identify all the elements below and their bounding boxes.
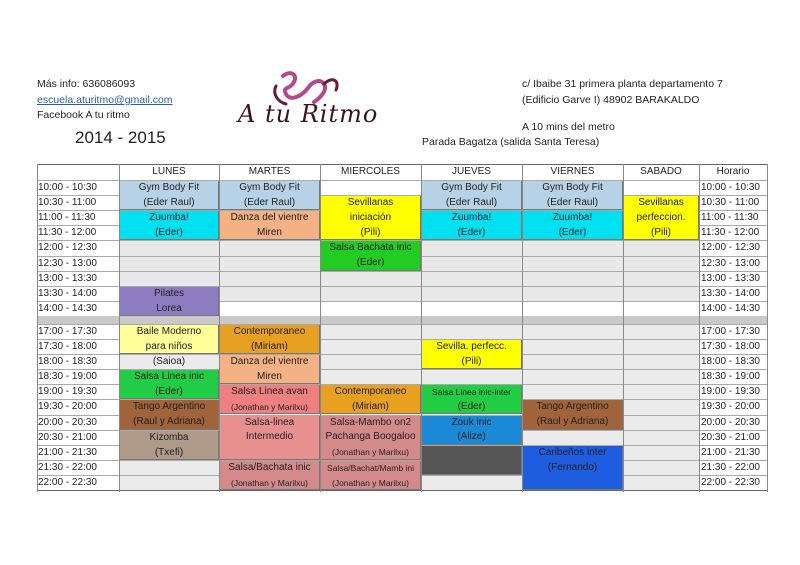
address-line4: Parada Bagatza (salida Santa Teresa) bbox=[422, 136, 600, 148]
class-line: (Saioa) bbox=[152, 355, 186, 367]
time-label-left: 17:30 - 18:00 bbox=[38, 341, 97, 352]
class-line: Sevillanas bbox=[638, 197, 684, 209]
lunch-break-bar bbox=[37, 316, 767, 324]
time-label-left: 18:00 - 18:30 bbox=[38, 356, 97, 368]
class-line: Danza del vientre bbox=[230, 212, 309, 224]
class-line: Sevillanas bbox=[347, 197, 394, 209]
class-line: Zuumba! bbox=[451, 212, 492, 224]
time-label-right: 11:30 - 12:00 bbox=[701, 227, 760, 239]
address-line2: (Edificio Garve I) 48902 BARAKALDO bbox=[522, 94, 700, 106]
class-line: (Eder Raul) bbox=[143, 196, 195, 208]
time-label-left: 21:30 - 22:00 bbox=[38, 461, 97, 473]
class-line: (Eder) bbox=[155, 386, 183, 398]
time-label-right: 12:30 - 13:00 bbox=[701, 257, 760, 269]
time-label-right: 11:00 - 11:30 bbox=[701, 212, 759, 224]
class-line: Zuumba! bbox=[149, 212, 189, 224]
logo-text: A tu Ritmo bbox=[238, 100, 379, 128]
time-label-left: 14:00 - 14:30 bbox=[38, 302, 97, 314]
class-line: Gym Body Fit bbox=[441, 182, 502, 193]
class-line: para niños bbox=[145, 340, 193, 352]
class-line: (Txefi) bbox=[154, 446, 184, 458]
class-line: (Eder) bbox=[457, 401, 486, 413]
time-label-right: 10:30 - 11:00 bbox=[701, 197, 760, 209]
time-label-left: 10:30 - 11:00 bbox=[38, 197, 97, 209]
time-label-left: 10:00 - 10:30 bbox=[38, 182, 97, 193]
time-label-left: 11:00 - 11:30 bbox=[38, 212, 96, 224]
class-line: Zuumba! bbox=[552, 212, 593, 224]
class-block[interactable] bbox=[220, 461, 320, 490]
day-header-5: SABADO bbox=[640, 166, 682, 177]
class-block[interactable] bbox=[523, 211, 623, 240]
class-line: (Eder) bbox=[558, 227, 587, 239]
class-line: (Raul y Adriana) bbox=[536, 416, 609, 428]
time-label-left: 19:00 - 19:30 bbox=[38, 386, 97, 398]
day-header-3: JUEVES bbox=[452, 166, 491, 177]
time-label-right: 17:30 - 18:00 bbox=[701, 341, 760, 352]
class-line: Salsa-Mambo on2 bbox=[329, 416, 412, 428]
class-line: (Jonathan y Marilxu) bbox=[230, 402, 308, 413]
class-line: (Eder) bbox=[155, 227, 183, 239]
class-line: Miren bbox=[256, 371, 282, 382]
time-label-left: 11:30 - 12:00 bbox=[38, 227, 97, 239]
time-label-left: 12:30 - 13:00 bbox=[38, 257, 97, 269]
class-line: Danza del vientre bbox=[230, 356, 309, 368]
class-block[interactable] bbox=[422, 181, 522, 210]
class-block[interactable] bbox=[220, 355, 320, 384]
time-label-left: 20:30 - 21:00 bbox=[38, 431, 97, 443]
class-line: Salsa Linea inic bbox=[133, 371, 205, 383]
time-label-right: 20:00 - 20:30 bbox=[701, 416, 760, 428]
class-line: (Pili) bbox=[651, 226, 671, 238]
time-label-right: 14:00 - 14:30 bbox=[701, 302, 760, 314]
column-line bbox=[767, 164, 768, 492]
class-line: (Pili) bbox=[360, 226, 381, 238]
class-block[interactable] bbox=[220, 181, 320, 210]
class-block[interactable] bbox=[120, 400, 219, 429]
class-block[interactable] bbox=[422, 340, 522, 369]
class-line: (Eder Raul) bbox=[243, 196, 296, 208]
class-line: Salsa Linea inic-inter bbox=[432, 387, 511, 398]
class-block[interactable] bbox=[120, 370, 219, 399]
class-line: Sevilla. perfecc. bbox=[436, 341, 507, 352]
class-line: Salsa Bachata inic bbox=[329, 242, 412, 254]
class-line: Gym Body Fit bbox=[138, 182, 200, 193]
class-line: Pachanga Boogaloo bbox=[325, 431, 416, 443]
class-line: iniciación bbox=[349, 212, 392, 223]
class-line: Salsa-linea bbox=[244, 416, 295, 428]
class-line: (Alize) bbox=[457, 431, 486, 443]
class-line: (Eder Raul) bbox=[546, 196, 599, 208]
class-line: Contemporaneo bbox=[334, 386, 407, 398]
day-header-1: MARTES bbox=[248, 166, 291, 177]
time-label-left: 12:00 - 12:30 bbox=[38, 242, 97, 254]
school-year: 2014 - 2015 bbox=[75, 128, 166, 147]
contact-email[interactable]: escuela.aturitmo@gmail.com bbox=[37, 94, 173, 106]
class-block[interactable] bbox=[422, 385, 522, 414]
time-label-right: 20:30 - 21:00 bbox=[701, 431, 760, 443]
class-line: (Jonathan y Marilxu) bbox=[331, 477, 409, 488]
class-line: (Miriam) bbox=[352, 401, 389, 413]
class-block[interactable] bbox=[321, 416, 421, 460]
class-line: Zouk inic bbox=[451, 416, 492, 428]
class-line: (Fernando) bbox=[547, 461, 598, 473]
class-block[interactable] bbox=[321, 241, 421, 270]
time-label-left: 17:00 - 17:30 bbox=[38, 325, 97, 337]
class-block[interactable] bbox=[321, 196, 421, 240]
time-label-right: 13:30 - 14:00 bbox=[701, 287, 760, 299]
class-block[interactable] bbox=[120, 287, 219, 316]
class-block[interactable] bbox=[321, 385, 421, 414]
day-header-0: LUNES bbox=[152, 166, 186, 177]
class-block[interactable] bbox=[422, 211, 522, 240]
class-block[interactable] bbox=[523, 181, 623, 210]
time-label-left: 18:30 - 19:00 bbox=[38, 371, 97, 383]
class-line: Tango Argentino bbox=[536, 401, 609, 413]
class-line: Gym Body Fit bbox=[239, 182, 300, 193]
time-label-right: 18:30 - 19:00 bbox=[701, 371, 760, 383]
class-line: Contemporaneo bbox=[233, 325, 306, 337]
class-line: (Jonathan y Marilxu) bbox=[331, 447, 409, 458]
time-label-left: 13:00 - 13:30 bbox=[38, 272, 97, 284]
horario-header: Horario bbox=[716, 166, 750, 177]
class-block[interactable] bbox=[624, 196, 699, 240]
time-label-left: 19:30 - 20:00 bbox=[38, 401, 97, 413]
address-line3: A 10 mins del metro bbox=[522, 121, 615, 133]
class-line: Gym Body Fit bbox=[542, 182, 603, 193]
time-label-right: 19:00 - 19:30 bbox=[701, 386, 760, 398]
time-label-right: 18:00 - 18:30 bbox=[701, 356, 760, 368]
time-label-right: 17:00 - 17:30 bbox=[701, 325, 760, 337]
time-label-left: 21:00 - 21:30 bbox=[38, 446, 97, 458]
class-block[interactable] bbox=[220, 211, 320, 240]
class-line: Pilates bbox=[153, 287, 184, 299]
class-line: perfeccion. bbox=[636, 212, 686, 223]
class-block[interactable] bbox=[220, 325, 320, 354]
class-block[interactable] bbox=[120, 181, 219, 210]
class-line: Lorea bbox=[156, 302, 182, 314]
class-line: (Jonathan y Marilxu) bbox=[230, 477, 308, 488]
time-label-left: 22:00 - 22:30 bbox=[38, 476, 97, 488]
class-block[interactable] bbox=[120, 325, 219, 367]
class-block[interactable] bbox=[120, 431, 219, 460]
class-block[interactable] bbox=[220, 416, 320, 460]
class-line: (Eder Raul) bbox=[445, 196, 498, 208]
logo bbox=[228, 68, 388, 138]
time-label-right: 22:00 - 22:30 bbox=[701, 476, 760, 488]
class-line: Salsa/Bachat/Mamb ini bbox=[327, 462, 414, 473]
class-line: Tango Argentino bbox=[132, 401, 206, 413]
class-block[interactable] bbox=[422, 416, 522, 445]
time-label-right: 12:00 - 12:30 bbox=[701, 242, 760, 254]
class-block[interactable] bbox=[422, 446, 522, 475]
class-line: (Eder) bbox=[356, 257, 385, 269]
class-line: (Eder) bbox=[457, 227, 486, 239]
time-label-right: 21:30 - 22:00 bbox=[701, 461, 760, 473]
time-label-right: 19:30 - 20:00 bbox=[701, 401, 760, 413]
class-block[interactable] bbox=[523, 446, 623, 490]
class-block[interactable] bbox=[120, 211, 219, 240]
time-label-right: 10:00 - 10:30 bbox=[701, 182, 760, 193]
class-line: (Pili) bbox=[461, 355, 482, 367]
class-line: (Miriam) bbox=[251, 340, 288, 352]
day-header-2: MIERCOLES bbox=[341, 166, 400, 177]
time-label-right: 13:00 - 13:30 bbox=[701, 272, 760, 284]
column-line bbox=[699, 164, 700, 492]
class-line: Intermedio bbox=[245, 431, 294, 443]
class-line: Salsa Linea avan bbox=[231, 386, 308, 398]
class-block[interactable] bbox=[220, 385, 320, 414]
class-line: Caribeños inter bbox=[538, 446, 607, 458]
class-line: Salsa/Bachata inic bbox=[228, 461, 311, 473]
address-line1: c/ Ibaibe 31 primera planta departamento 7 bbox=[522, 78, 723, 90]
class-block[interactable] bbox=[321, 461, 421, 490]
day-header-4: VIERNES bbox=[550, 166, 595, 177]
class-line: (Raul y Adriana) bbox=[133, 416, 205, 428]
time-label-left: 20:00 - 20:30 bbox=[38, 416, 97, 428]
time-label-left: 13:30 - 14:00 bbox=[38, 287, 97, 299]
contact-phone: Más info: 636086093 bbox=[37, 78, 136, 90]
class-line: Baile Moderno bbox=[136, 325, 202, 337]
time-label-right: 21:00 - 21:30 bbox=[701, 446, 760, 458]
schedule-table bbox=[37, 164, 767, 492]
class-line: Kizomba bbox=[149, 431, 189, 443]
class-block[interactable] bbox=[523, 400, 623, 429]
class-line: Miren bbox=[256, 227, 282, 239]
contact-facebook: Facebook A tu ritmo bbox=[37, 109, 130, 121]
